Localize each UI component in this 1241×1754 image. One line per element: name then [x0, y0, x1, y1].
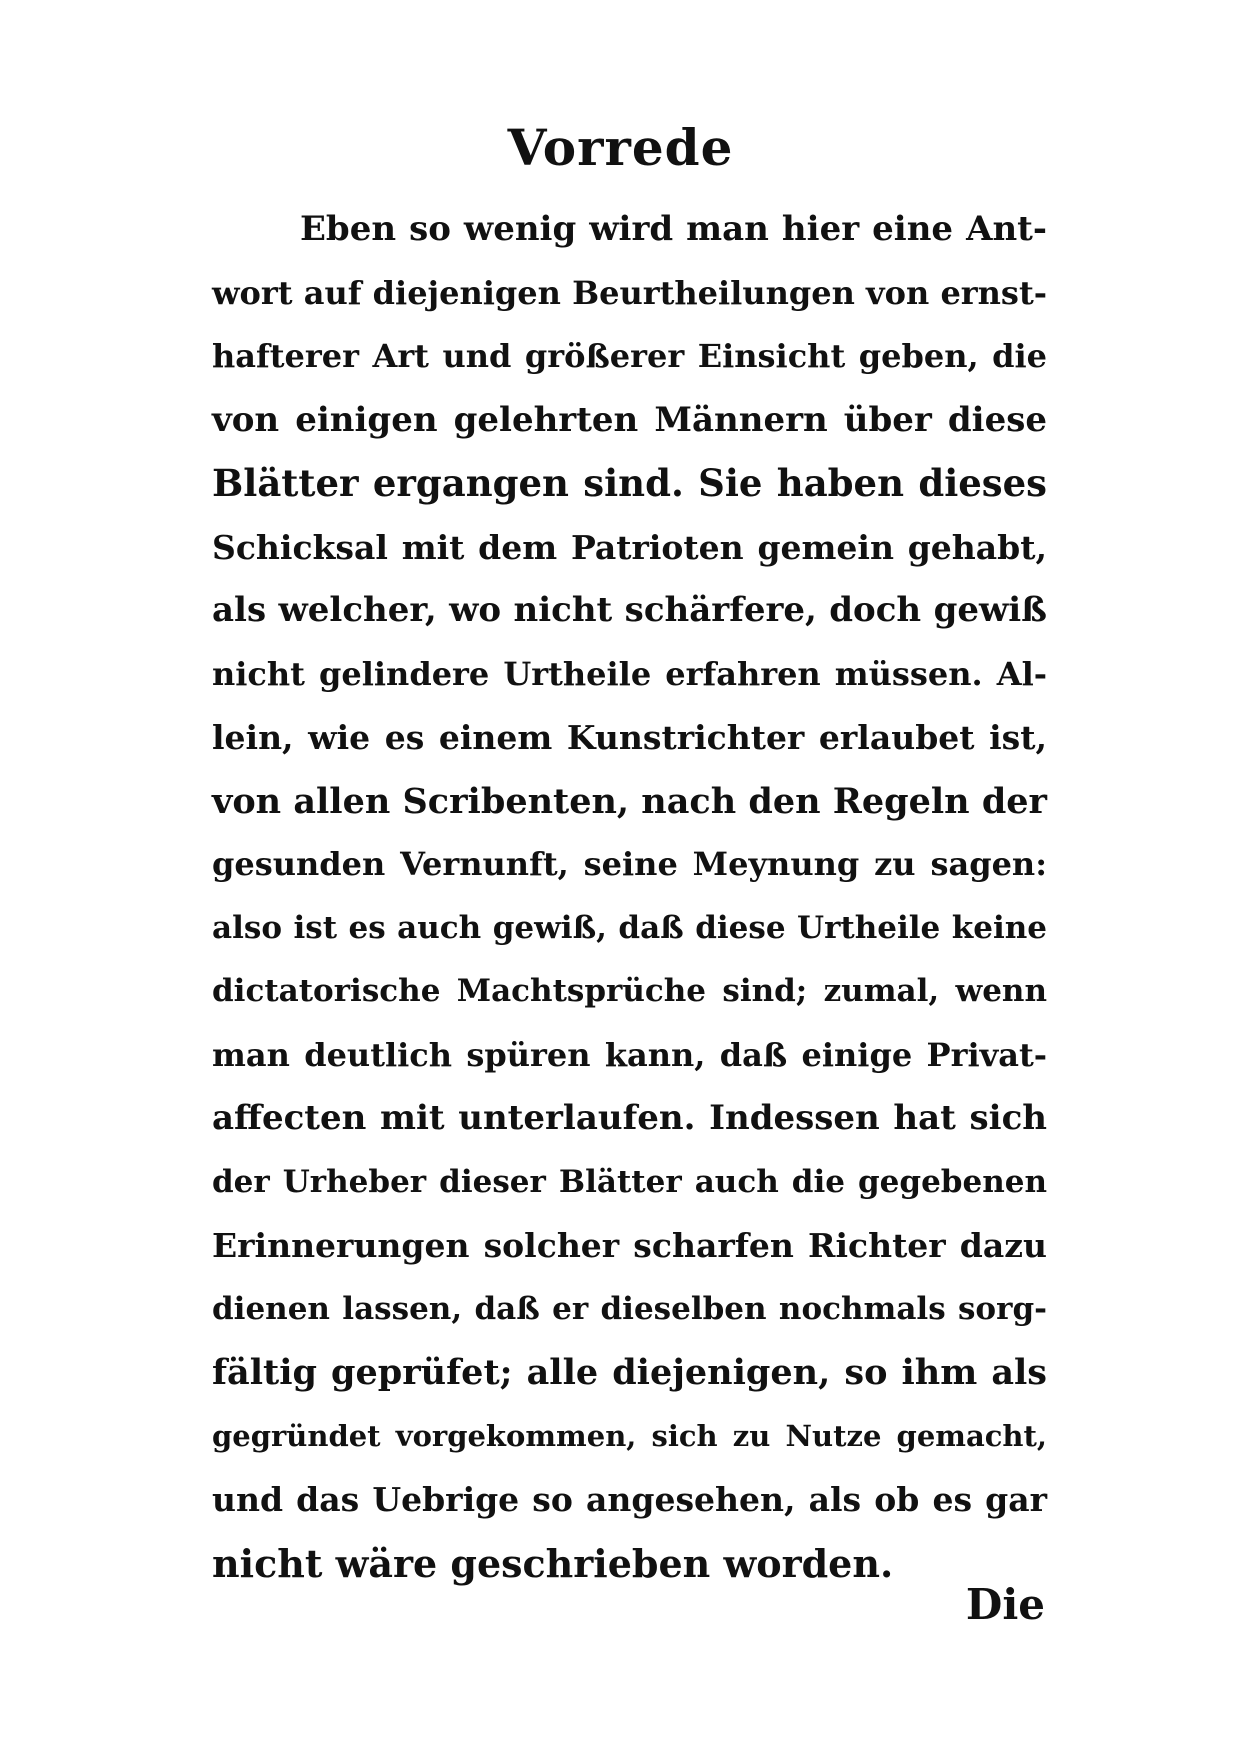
text-line: Blätter ergangen sind. Sie haben dieses: [212, 461, 1047, 505]
catchword: Die: [965, 1580, 1045, 1629]
text-line: also ist es auch gewiß, daß diese Urtheile keine: [212, 909, 1047, 946]
text-line: von einigen gelehrten Männern über diese: [212, 399, 1047, 440]
text-line: affecten mit unterlaufen. Indessen hat sich: [212, 1098, 1047, 1138]
text-line: von allen Scribenten, nach den Regeln der: [212, 780, 1047, 822]
text-line: nicht gelindere Urtheile erfahren müssen. Al-: [212, 654, 1047, 693]
text-line: Eben so wenig wird man hier eine Ant-: [300, 209, 1047, 249]
running-head: Vorrede: [507, 118, 734, 177]
body-text: [212, 198, 1047, 1595]
text-line: gesunden Vernunft, seine Meynung zu sagen:: [212, 845, 1047, 883]
text-line: man deutlich spüren kann, daß einige Privat-: [212, 1035, 1047, 1074]
text-line: wort auf diejenigen Beurtheilungen von ernst-: [212, 273, 1047, 312]
text-line: nicht wäre geschrieben worden.: [212, 1540, 894, 1586]
text-line: gegründet vorgekommen, sich zu Nutze gemacht,: [212, 1418, 1047, 1453]
text-line: dienen lassen, daß er dieselben nochmals sorg-: [212, 1290, 1047, 1327]
text-line: lein, wie es einem Kunstrichter erlaubet ist,: [212, 718, 1047, 757]
text-line: fältig geprüfet; alle diejenigen, so ihm als: [212, 1352, 1047, 1393]
text-line: Erinnerungen solcher scharfen Richter dazu: [212, 1226, 1047, 1265]
text-line: hafterer Art und größerer Einsicht geben, die: [212, 337, 1047, 375]
text-line: Schicksal mit dem Patrioten gemein gehabt,: [212, 527, 1047, 567]
text-line: als welcher, wo nicht schärfere, doch gewiß: [212, 590, 1047, 630]
text-line: dictatorische Machtsprüche sind; zumal, wenn: [212, 973, 1047, 1009]
text-line: und das Uebrige so angesehen, als ob es gar: [212, 1480, 1047, 1519]
text-line: der Urheber dieser Blätter auch die gegebenen: [212, 1163, 1047, 1200]
